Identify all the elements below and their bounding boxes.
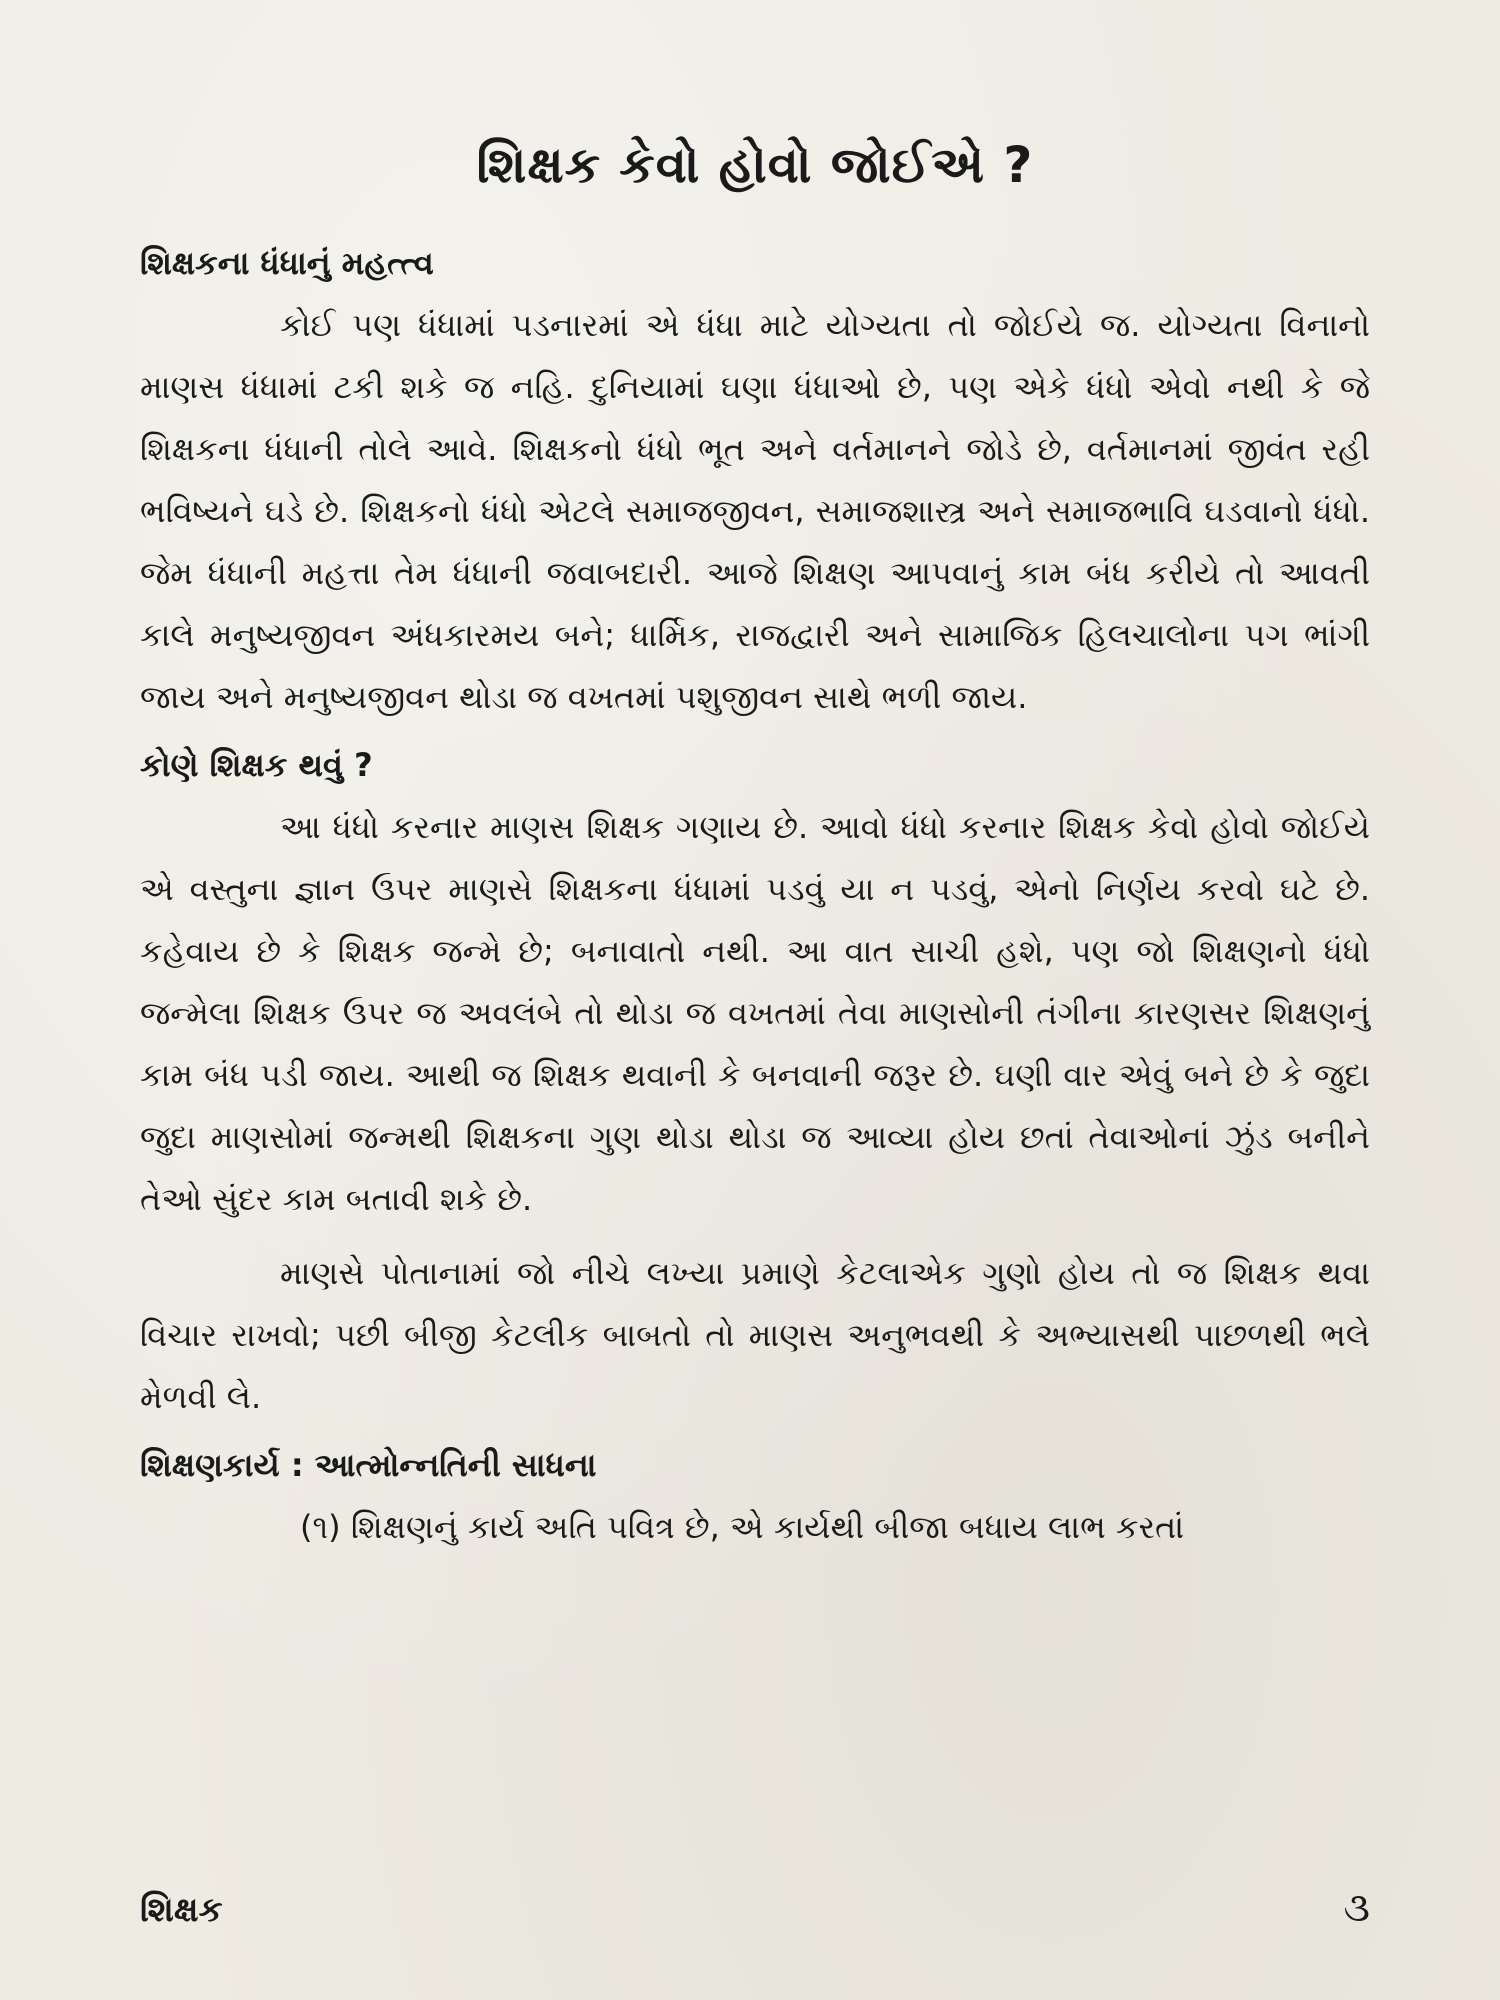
page-body [140,130,1370,1570]
section-heading: શિક્ષકના ધંધાનું મહત્ત્વ [140,244,434,282]
page-title: શિક્ષક કેવો હોવો જોઈએ ? [476,136,1034,194]
running-footer-title: શિક્ષક [140,1890,223,1930]
page-footer [140,1885,1370,1931]
paragraph: માણસે પોતાનામાં જો નીચે લખ્યા પ્રમાણે કેટલાએક ગુણો હોય તો જ શિક્ષક થવા વિચાર રાખવો; પછી બીજી કેટલીક બાબતો તો માણસ અનુભવથી કે અભ્યાસથી પાછળથી ભલે મેળવી લે. [140,1254,1370,1416]
section-heading: કોણે શિક્ષક થવું ? [140,746,373,784]
section-self-improvement [140,1440,1370,1558]
paragraph: (૧) શિક્ષણનું કાર્ય અતિ પવિત્ર છે, એ કાર્યથી બીજા બધાય લાભ કરતાં [300,1508,1185,1546]
paragraph: આ ધંધો કરનાર માણસ શિક્ષક ગણાય છે. આવો ધંધો કરનાર શિક્ષક કેવો હોવો જોઈયે એ વસ્તુના જ્ઞાન ઉપર માણસે શિક્ષકના ધંધામાં પડવું યા ન પડવું, એનો નિર્ણય કરવો ઘટે છે. કહેવાય છે કે શિક્ષક જન્મે છે; બનાવાતો નથી. આ વાત સાચી હશે, પણ જો શિક્ષણનો ધંધો જન્મેલા શિક્ષક ઉપર જ અવલંબે તો થોડા જ વખતમાં તેવા માણસોની તંગીના કારણસર શિક્ષણનું કામ બંધ પડી જાય. આથી જ શિક્ષક થવાની કે બનવાની જરૂર છે. ઘણી વાર એવું બને છે કે જુદા જુદા માણસોમાં જન્મથી શિક્ષકના ગુણ થોડા થોડા જ આવ્યા હોય છતાં તેવાઓનાં ઝુંડ બનીને તેઓ સુંદર કામ બતાવી શકે છે. [140,808,1370,1218]
page-number: ૩ [1343,1885,1370,1931]
section-heading: શિક્ષણકાર્ય : આત્મોન્નતિની સાધના [140,1446,597,1484]
paragraph: કોઈ પણ ધંધામાં પડનારમાં એ ધંધા માટે યોગ્યતા તો જોઈયે જ. યોગ્યતા વિનાનો માણસ ધંધામાં ટકી શકે જ નહિ. દુનિયામાં ઘણા ધંધાઓ છે, પણ એકે ધંધો એવો નથી કે જે શિક્ષકના ધંધાની તોલે આવે. શિક્ષકનો ધંધો ભૂત અને વર્તમાનને જોડે છે, વર્તમાનમાં જીવંત રહી ભવિષ્યને ઘડે છે. શિક્ષકનો ધંધો એટલે સમાજજીવન, સમાજશાસ્ત્ર અને સમાજભાવિ ઘડવાનો ધંધો. જેમ ધંધાની મહત્તા તેમ ધંધાની જવાબદારી. આજે શિક્ષણ આપવાનું કામ બંધ કરીયે તો આવતી કાલે મનુષ્યજીવન અંધકારમય બને; ધાર્મિક, રાજદ્વારી અને સામાજિક હિલચાલોના પગ ભાંગી જાય અને મનુષ્યજીવન થોડા જ વખતમાં પશુજીવન સાથે ભળી જાય. [140,306,1370,716]
section-who-should-teach [140,740,1370,1428]
section-importance [140,238,1370,728]
